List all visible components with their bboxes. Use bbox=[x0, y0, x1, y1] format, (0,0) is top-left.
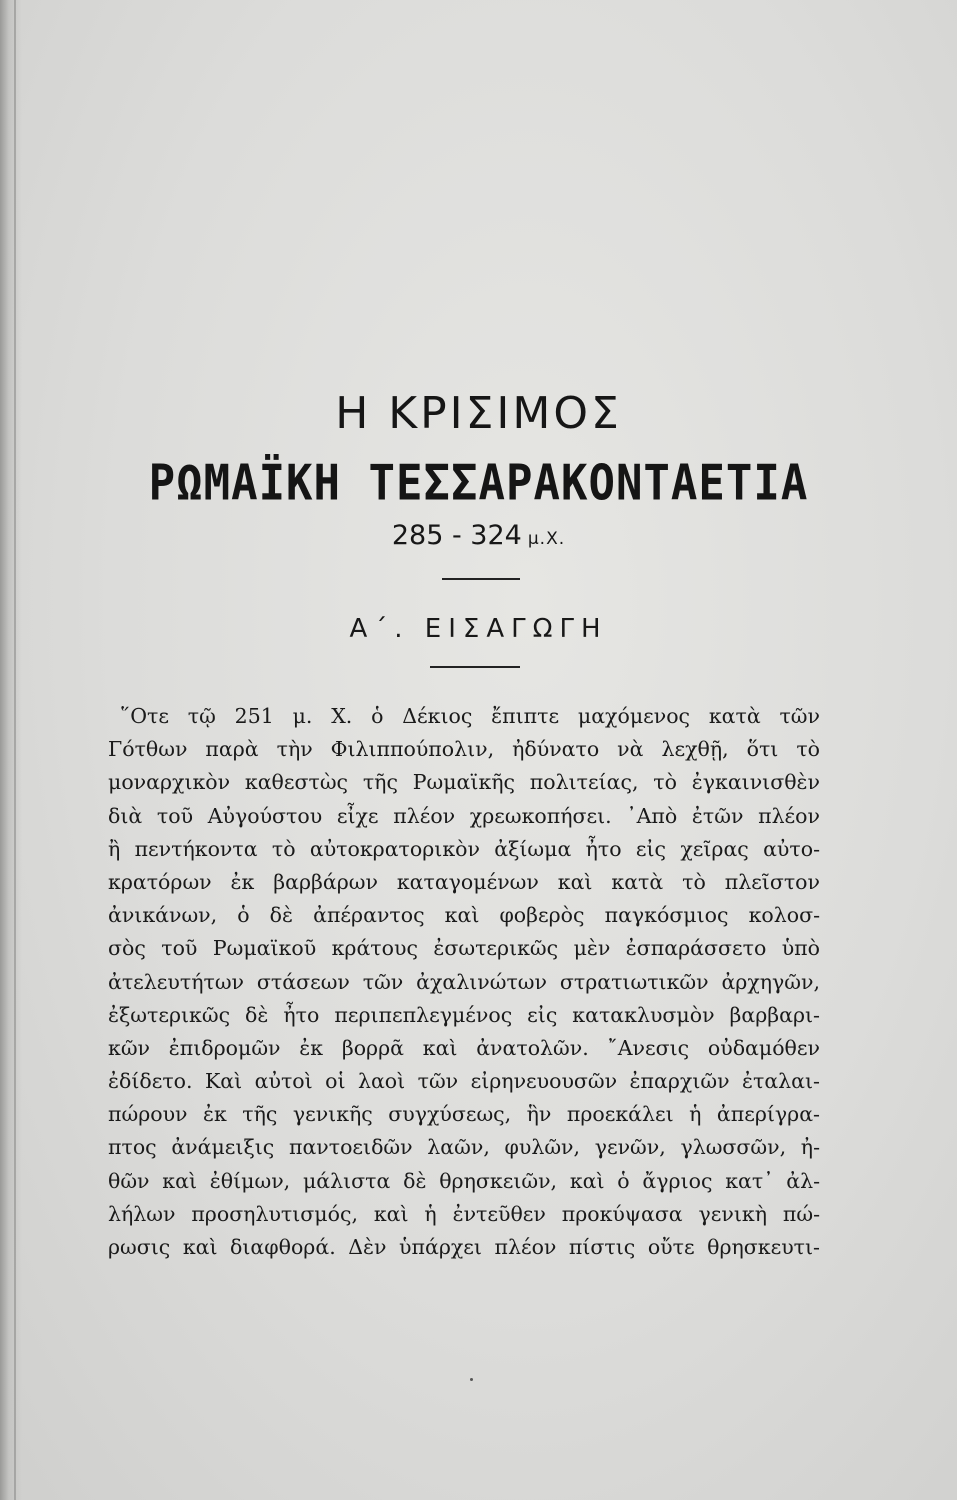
text-line: μοναρχικὸν καθεστὼς τῆς Ρωμαϊκῆς πολιτείας, τὸ ἐγκαινισθὲν bbox=[108, 770, 820, 795]
title-line-1: Η ΚΡΙΣΙΜΟΣ bbox=[335, 388, 622, 439]
divider-bottom bbox=[430, 666, 520, 668]
text-line: ἀνικάνων, ὁ δὲ ἀπέραντος καὶ φοβερὸς παγκόσμιος κολοσ- bbox=[108, 903, 820, 928]
text-line: ῞Οτε τῷ 251 μ. Χ. ὁ Δέκιος ἔπιπτε μαχόμενος κατὰ τῶν bbox=[120, 704, 820, 728]
text-line: ρωσις καὶ διαφθορά. Δὲν ὑπάρχει πλέον πίστις οὔτε θρησκευτι- bbox=[108, 1235, 820, 1259]
date-range-era: μ.Χ. bbox=[527, 529, 566, 549]
text-line: κρατόρων ἐκ βαρβάρων καταγομένων καὶ κατὰ τὸ πλεῖστον bbox=[108, 869, 820, 894]
text-line: λήλων προσηλυτισμός, καὶ ἡ ἐντεῦθεν προκύψασα γενικὴ πώ- bbox=[108, 1201, 820, 1226]
text-line: πτος ἀνάμειξις παντοειδῶν λαῶν, φυλῶν, γενῶν, γλωσσῶν, ἠ- bbox=[108, 1135, 820, 1160]
text-line: σὸς τοῦ Ρωμαϊκοῦ κράτους ἐσωτερικῶς μὲν ἐσπαράσσετο ὑπὸ bbox=[108, 936, 820, 961]
text-line: Γότθων παρὰ τὴν Φιλιππούπολιν, ἠδύνατο νὰ λεχθῇ, ὅτι τὸ bbox=[108, 737, 820, 762]
text-line: διὰ τοῦ Αὐγούστου εἶχε πλέον χρεωκοπήσει. ᾿Απὸ ἐτῶν πλέον bbox=[108, 803, 820, 828]
text-line: πώρουν ἐκ τῆς γενικῆς συγχύσεως, ἣν προεκάλει ἡ ἀπερίγρα- bbox=[108, 1102, 820, 1127]
text-line: ἢ πεντήκοντα τὸ αὐτοκρατορικὸν ἀξίωμα ἦτο εἰς χεῖρας αὐτο- bbox=[108, 836, 820, 861]
divider-top bbox=[442, 578, 520, 580]
section-title: Α΄. ΕΙΣΑΓΩΓΗ bbox=[349, 614, 608, 644]
binding-edge bbox=[14, 0, 16, 1500]
body-paragraph bbox=[108, 700, 820, 1264]
date-range-years: 285 - 324 bbox=[391, 520, 522, 551]
date-range bbox=[0, 520, 957, 551]
title-line-2: ΡΩΜΑΪΚΗ ΤΕΣΣΑΡΑΚΟΝΤΑΕΤΙΑ bbox=[148, 454, 809, 513]
ink-speck bbox=[470, 1378, 473, 1381]
text-line: θῶν καὶ ἐθίμων, μάλιστα δὲ θρησκειῶν, καὶ ὁ ἄγριος κατ᾿ ἀλ- bbox=[108, 1168, 820, 1193]
text-line: ἐξωτερικῶς δὲ ἦτο περιπεπλεγμένος εἰς κατακλυσμὸν βαρβαρι- bbox=[108, 1002, 820, 1027]
text-line: ἀτελευτήτων στάσεων τῶν ἀχαλινώτων στρατιωτικῶν ἀρχηγῶν, bbox=[108, 969, 820, 994]
page-spine-shadow bbox=[0, 0, 22, 1500]
text-line: κῶν ἐπιδρομῶν ἐκ βορρᾶ καὶ ἀνατολῶν. ῎Ανεσις οὐδαμόθεν bbox=[108, 1035, 820, 1060]
text-line: ἐδίδετο. Καὶ αὐτοὶ οἱ λαοὶ τῶν εἰρηνευουσῶν ἐπαρχιῶν ἐταλαι- bbox=[108, 1069, 820, 1094]
